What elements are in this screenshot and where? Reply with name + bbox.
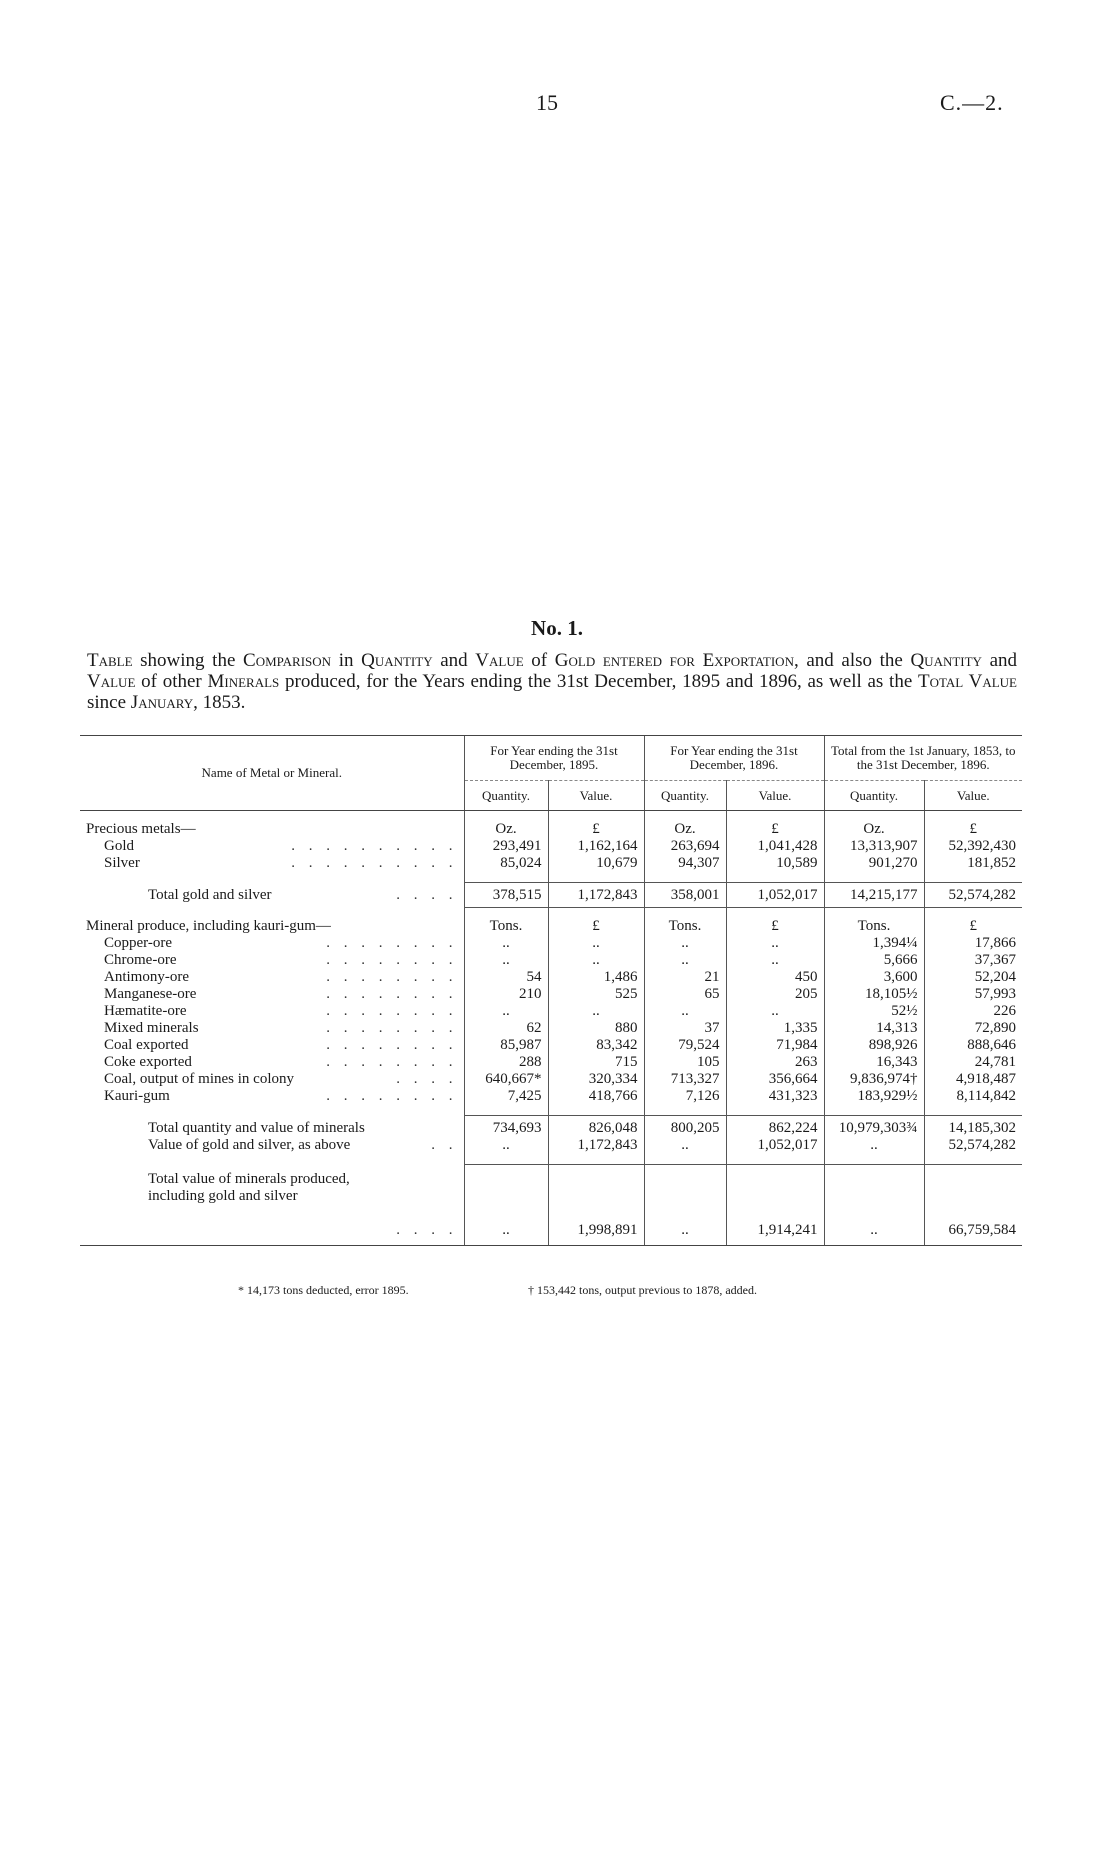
cell: 85,024 [464,855,548,872]
cell: 105 [644,1054,726,1071]
leader-dots: . . . . . . . . [326,1037,458,1053]
row-name: Copper-ore [104,935,173,951]
cell: 14,313 [824,1020,924,1037]
cell: 37,367 [924,952,1022,969]
cell: 94,307 [644,855,726,872]
caption-part: Comparison [243,650,332,671]
cell: 66,759,584 [924,1165,1022,1245]
cell: 293,491 [464,838,548,855]
unit-label: £ [726,821,824,838]
cell: 1,052,017 [726,1137,824,1154]
minerals-table [80,735,1022,1246]
cell: 826,048 [548,1116,644,1138]
row-name: Kauri-gum [104,1088,170,1104]
cell: 525 [548,986,644,1003]
caption-part: Value [475,650,524,671]
cell: 210 [464,986,548,1003]
leader-dots: . . . . . . . . [326,1054,458,1070]
value-header: Value. [548,781,644,811]
cell: 1,914,241 [726,1165,824,1245]
caption-part: Total Value [918,671,1017,692]
cell: 7,425 [464,1088,548,1105]
unit-label: £ [548,821,644,838]
cell: 71,984 [726,1037,824,1054]
cell: .. [464,1165,548,1245]
row-label [80,883,464,908]
cell: 288 [464,1054,548,1071]
cell: 183,929½ [824,1088,924,1105]
cell: 450 [726,969,824,986]
cell: 356,664 [726,1071,824,1088]
page-number: 15 [536,90,558,115]
cell: 65 [644,986,726,1003]
cell: 21 [644,969,726,986]
row-label [80,838,464,855]
quantity-header: Quantity. [824,781,924,811]
cell: 10,589 [726,855,824,872]
quantity-header: Quantity. [644,781,726,811]
cell: 62 [464,1020,548,1037]
row-name: Mixed minerals [104,1020,199,1036]
caption-part: Value [87,671,136,692]
table-row [80,1037,1022,1054]
cell: 880 [548,1020,644,1037]
caption-part: Table [87,650,133,671]
row-name: Value of gold and silver, as above [148,1137,351,1153]
total-minerals-row [80,1116,1022,1138]
cell: .. [726,935,824,952]
row-name: Total value of minerals produced, including gold and silver [148,1170,350,1204]
cell: 1,998,891 [548,1165,644,1245]
caption-part: and [432,650,476,671]
unit-label: Oz. [644,821,726,838]
table-caption [87,650,1017,713]
cell: 37 [644,1020,726,1037]
footnote-asterisk: * 14,173 tons deducted, error 1895. [238,1283,409,1297]
table-row [80,1071,1022,1088]
caption-part: , 1853. [193,692,246,713]
name-column-header: Name of Metal or Mineral. [80,736,464,811]
row-label [80,1116,464,1138]
cell: 24,781 [924,1054,1022,1071]
cell: 378,515 [464,883,548,908]
cell: 715 [548,1054,644,1071]
caption-part: and [981,650,1018,671]
value-gold-silver-row [80,1137,1022,1154]
cell: .. [644,1165,726,1245]
cell: 898,926 [824,1037,924,1054]
cell: 52,574,282 [924,1137,1022,1154]
leader-dots: . . . . . . . . [326,986,458,1002]
value-header: Value. [924,781,1022,811]
cell: 1,394¼ [824,935,924,952]
cell: 263,694 [644,838,726,855]
cell: 640,667* [464,1071,548,1088]
row-label [80,986,464,1003]
cell: .. [548,1003,644,1020]
footnote-dagger: † 153,442 tons, output previous to 1878, added. [528,1283,757,1297]
cell: 800,205 [644,1116,726,1138]
cell: 181,852 [924,855,1022,872]
row-name: Hæmatite-ore [104,1003,187,1019]
row-label [80,1088,464,1105]
row-label [80,1071,464,1088]
table-row [80,969,1022,986]
unit-label: £ [726,918,824,935]
cell: 83,342 [548,1037,644,1054]
cell: 1,162,164 [548,838,644,855]
table-row [80,986,1022,1003]
cell: 418,766 [548,1088,644,1105]
cell: 205 [726,986,824,1003]
caption-part: since [87,692,131,713]
caption-part: Gold entered for Exportation, [554,650,799,671]
leader-dots: . . . . [396,1221,458,1238]
table-row [80,1054,1022,1071]
cell: 52,392,430 [924,838,1022,855]
cell: 13,313,907 [824,838,924,855]
row-label [80,1037,464,1054]
cell: 4,918,487 [924,1071,1022,1088]
minerals-heading-row [80,918,1022,935]
cell: 52½ [824,1003,924,1020]
cell: 320,334 [548,1071,644,1088]
caption-part: Quantity [361,650,433,671]
caption-part: January [130,692,194,713]
cell: 263 [726,1054,824,1071]
cell: 431,323 [726,1088,824,1105]
cell: .. [548,952,644,969]
unit-label: Oz. [464,821,548,838]
caption-part: Minerals [207,671,280,692]
caption-part: in [331,650,362,671]
row-name: Coal, output of mines in colony [104,1071,294,1087]
cell: 1,486 [548,969,644,986]
cell: 85,987 [464,1037,548,1054]
cell: .. [464,935,548,952]
cell: 3,600 [824,969,924,986]
cell: 57,993 [924,986,1022,1003]
cell: 16,343 [824,1054,924,1071]
document-code: C.—2. [940,90,1004,115]
cell: 10,679 [548,855,644,872]
cell: .. [464,1003,548,1020]
cell: 358,001 [644,883,726,908]
row-label [80,1003,464,1020]
caption-part: Quantity [910,650,982,671]
row-label [80,1165,464,1245]
row-label [80,855,464,872]
table-row [80,935,1022,952]
row-label [80,1137,464,1154]
cell: 1,172,843 [548,883,644,908]
table-row [80,838,1022,855]
unit-label: Tons. [644,918,726,935]
group-header-total-text: Total from the 1st January, 1853, to the 31st December, 1896. [830,743,1016,772]
leader-dots: . . . . . . . . [326,1003,458,1019]
caption-part: showing the [132,650,244,671]
group-header-total [824,736,1022,781]
row-label [80,1054,464,1071]
cell: 734,693 [464,1116,548,1138]
cell: .. [644,952,726,969]
row-name: Silver [104,855,140,871]
cell: .. [644,1003,726,1020]
leader-dots: . . . . . . . . [326,935,458,951]
table-group-header [80,736,1022,781]
group-header-1896-text: For Year ending the 31st December, 1896. [670,743,798,772]
cell: 9,836,974† [824,1071,924,1088]
leader-dots: . . . . . . . . . . [291,855,458,871]
table-row [80,1088,1022,1105]
row-name: Chrome-ore [104,952,177,968]
caption-part: produced, for the Years ending the 31st December, 1895 and 1896, as well as the [279,671,918,692]
total-gold-silver-row [80,883,1022,908]
leader-dots: . . . . [396,886,458,903]
cell: 72,890 [924,1020,1022,1037]
cell: 18,105½ [824,986,924,1003]
table-number: No. 1. [531,616,583,640]
cell: .. [464,952,548,969]
cell: .. [548,935,644,952]
cell: 7,126 [644,1088,726,1105]
row-name: Total quantity and value of minerals [148,1119,365,1136]
caption-part: and also the [798,650,911,671]
leader-dots: . . . . [396,1071,458,1087]
leader-dots: . . . . . . . . [326,969,458,985]
group-header-1895-text: For Year ending the 31st December, 1895. [490,743,618,772]
cell: 901,270 [824,855,924,872]
cell: .. [726,1003,824,1020]
cell: 10,979,303¾ [824,1116,924,1138]
caption-part: of [523,650,555,671]
cell: 14,215,177 [824,883,924,908]
row-name: Antimony-ore [104,969,189,985]
table-row [80,1003,1022,1020]
row-name: Gold [104,838,134,854]
cell: 888,646 [924,1037,1022,1054]
row-name: Manganese-ore [104,986,197,1002]
row-label [80,1020,464,1037]
cell: 1,041,428 [726,838,824,855]
table-row [80,855,1022,872]
caption-part: of other [135,671,208,692]
unit-label: £ [924,821,1022,838]
unit-label: £ [924,918,1022,935]
cell: 1,335 [726,1020,824,1037]
cell: 14,185,302 [924,1116,1022,1138]
cell: .. [644,1137,726,1154]
cell: .. [464,1137,548,1154]
minerals-heading: Mineral produce, including kauri-gum— [86,918,331,934]
leader-dots: . . . . . . . . [326,1020,458,1036]
value-header: Value. [726,781,824,811]
cell: 862,224 [726,1116,824,1138]
cell: 713,327 [644,1071,726,1088]
cell: .. [726,952,824,969]
table-row [80,952,1022,969]
row-label [80,969,464,986]
unit-label: Oz. [824,821,924,838]
row-name: Coke exported [104,1054,192,1070]
unit-label: Tons. [824,918,924,935]
leader-dots: . . . . . . . . . . [291,838,458,854]
cell: 17,866 [924,935,1022,952]
leader-dots: . . [431,1137,458,1153]
cell: 52,204 [924,969,1022,986]
cell: 79,524 [644,1037,726,1054]
cell: .. [824,1165,924,1245]
cell: 52,574,282 [924,883,1022,908]
cell: 5,666 [824,952,924,969]
quantity-header: Quantity. [464,781,548,811]
row-label [80,935,464,952]
cell: 8,114,842 [924,1088,1022,1105]
leader-dots: . . . . . . . . [326,1088,458,1104]
row-name: Total gold and silver [148,886,272,903]
unit-label: £ [548,918,644,935]
row-label [80,952,464,969]
cell: 54 [464,969,548,986]
cell: .. [824,1137,924,1154]
unit-label: Tons. [464,918,548,935]
leader-dots: . . . . . . . . [326,952,458,968]
group-header-1895 [464,736,644,781]
grand-total-row [80,1165,1022,1245]
cell: .. [644,935,726,952]
precious-heading-row [80,821,1022,838]
group-header-1896 [644,736,824,781]
cell: 1,172,843 [548,1137,644,1154]
table-row [80,1020,1022,1037]
row-name: Coal exported [104,1037,189,1053]
precious-heading: Precious metals— [86,821,196,837]
cell: 226 [924,1003,1022,1020]
cell: 1,052,017 [726,883,824,908]
